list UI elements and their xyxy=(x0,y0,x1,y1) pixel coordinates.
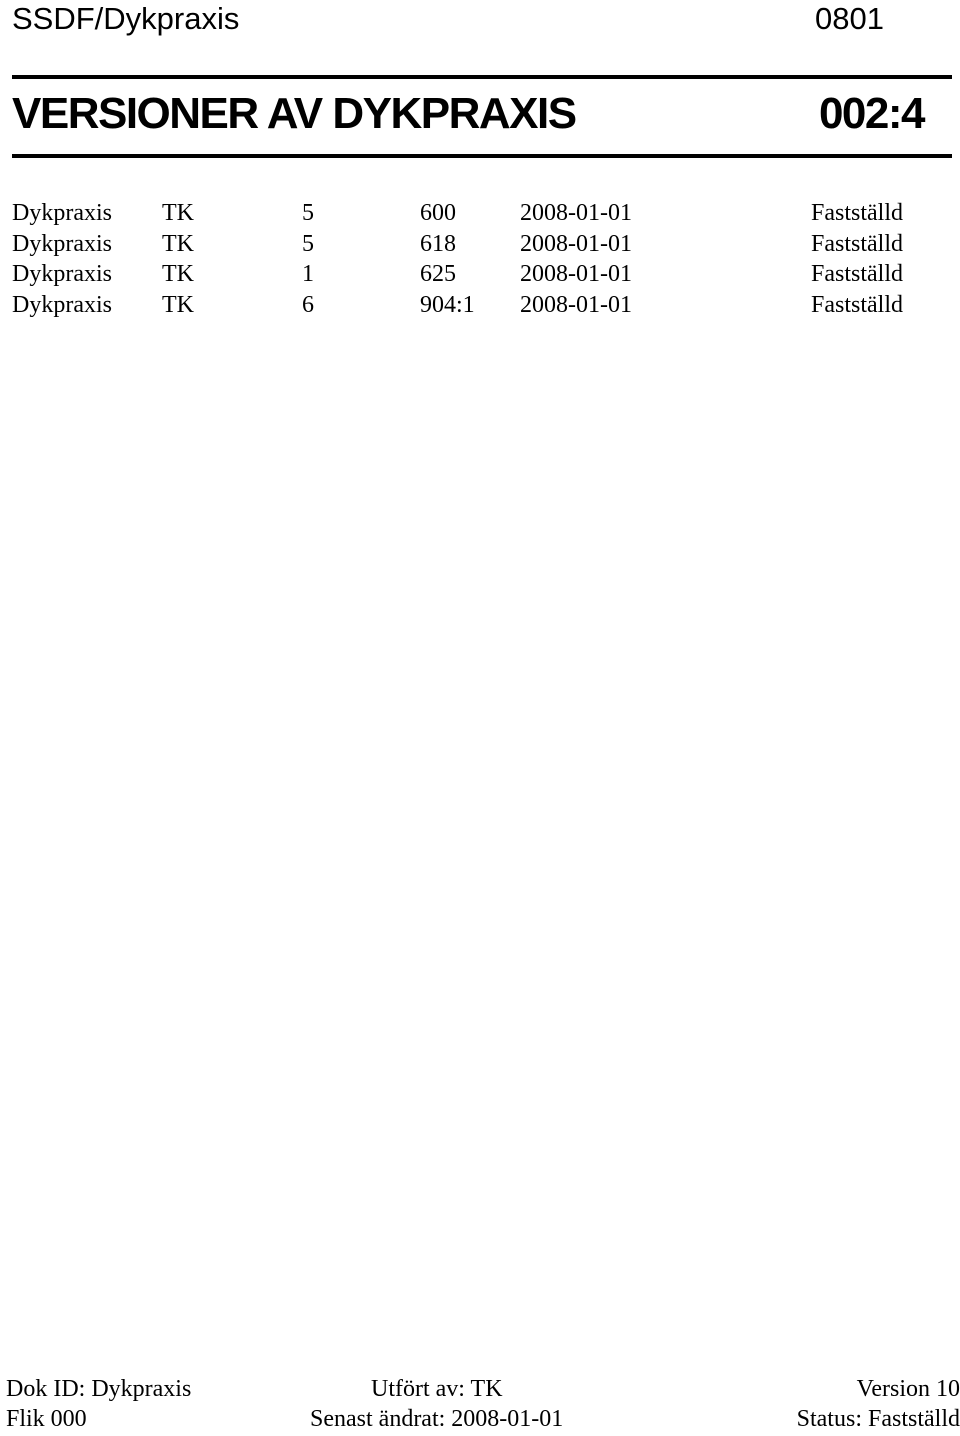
row-status: Fastställd xyxy=(811,261,904,287)
table-row xyxy=(12,229,942,260)
document-code: 0801 xyxy=(815,1,884,36)
footer-row-2 xyxy=(6,1404,960,1434)
page-title-row xyxy=(12,86,924,142)
row-version: 5 xyxy=(302,200,314,226)
table-row xyxy=(12,198,942,229)
row-flik: 625 xyxy=(420,261,456,287)
document-header xyxy=(12,0,884,38)
table-row xyxy=(12,290,942,321)
page-title: VERSIONER AV DYKPRAXIS xyxy=(12,89,576,138)
row-flik: 600 xyxy=(420,200,456,226)
footer-status: Status: Fastställd xyxy=(796,1406,960,1432)
top-rule xyxy=(12,75,952,79)
row-author: TK xyxy=(162,291,194,318)
row-flik: 904:1 xyxy=(420,291,475,318)
row-document: Dykpraxis xyxy=(12,261,112,287)
row-version: 5 xyxy=(302,230,314,257)
row-author: TK xyxy=(162,261,194,287)
row-flik: 618 xyxy=(420,230,456,257)
page-number: 002:4 xyxy=(818,89,924,138)
row-date: 2008-01-01 xyxy=(520,261,632,287)
row-version: 6 xyxy=(302,291,314,318)
footer-last-changed: Senast ändrat: 2008-01-01 xyxy=(310,1406,564,1432)
row-status: Fastställd xyxy=(811,200,904,226)
row-status: Fastställd xyxy=(811,230,904,257)
row-author: TK xyxy=(162,200,194,226)
row-document: Dykpraxis xyxy=(12,291,112,318)
row-status: Fastställd xyxy=(811,291,904,318)
footer-doc-id: Dok ID: Dykpraxis xyxy=(6,1376,192,1402)
footer-row-1 xyxy=(6,1374,960,1404)
bottom-rule xyxy=(12,154,952,158)
footer-flik: Flik 000 xyxy=(6,1406,87,1432)
row-version: 1 xyxy=(302,261,314,287)
footer-performed-by: Utfört av: TK xyxy=(371,1376,503,1402)
row-date: 2008-01-01 xyxy=(520,230,632,257)
row-author: TK xyxy=(162,230,194,257)
row-date: 2008-01-01 xyxy=(520,291,632,318)
row-date: 2008-01-01 xyxy=(520,200,632,226)
row-document: Dykpraxis xyxy=(12,230,112,257)
versions-list xyxy=(12,198,942,320)
document-footer xyxy=(6,1374,960,1436)
table-row xyxy=(12,259,942,290)
footer-version: Version 10 xyxy=(856,1376,960,1402)
row-document: Dykpraxis xyxy=(12,200,112,226)
document-series: SSDF/Dykpraxis xyxy=(12,1,240,36)
